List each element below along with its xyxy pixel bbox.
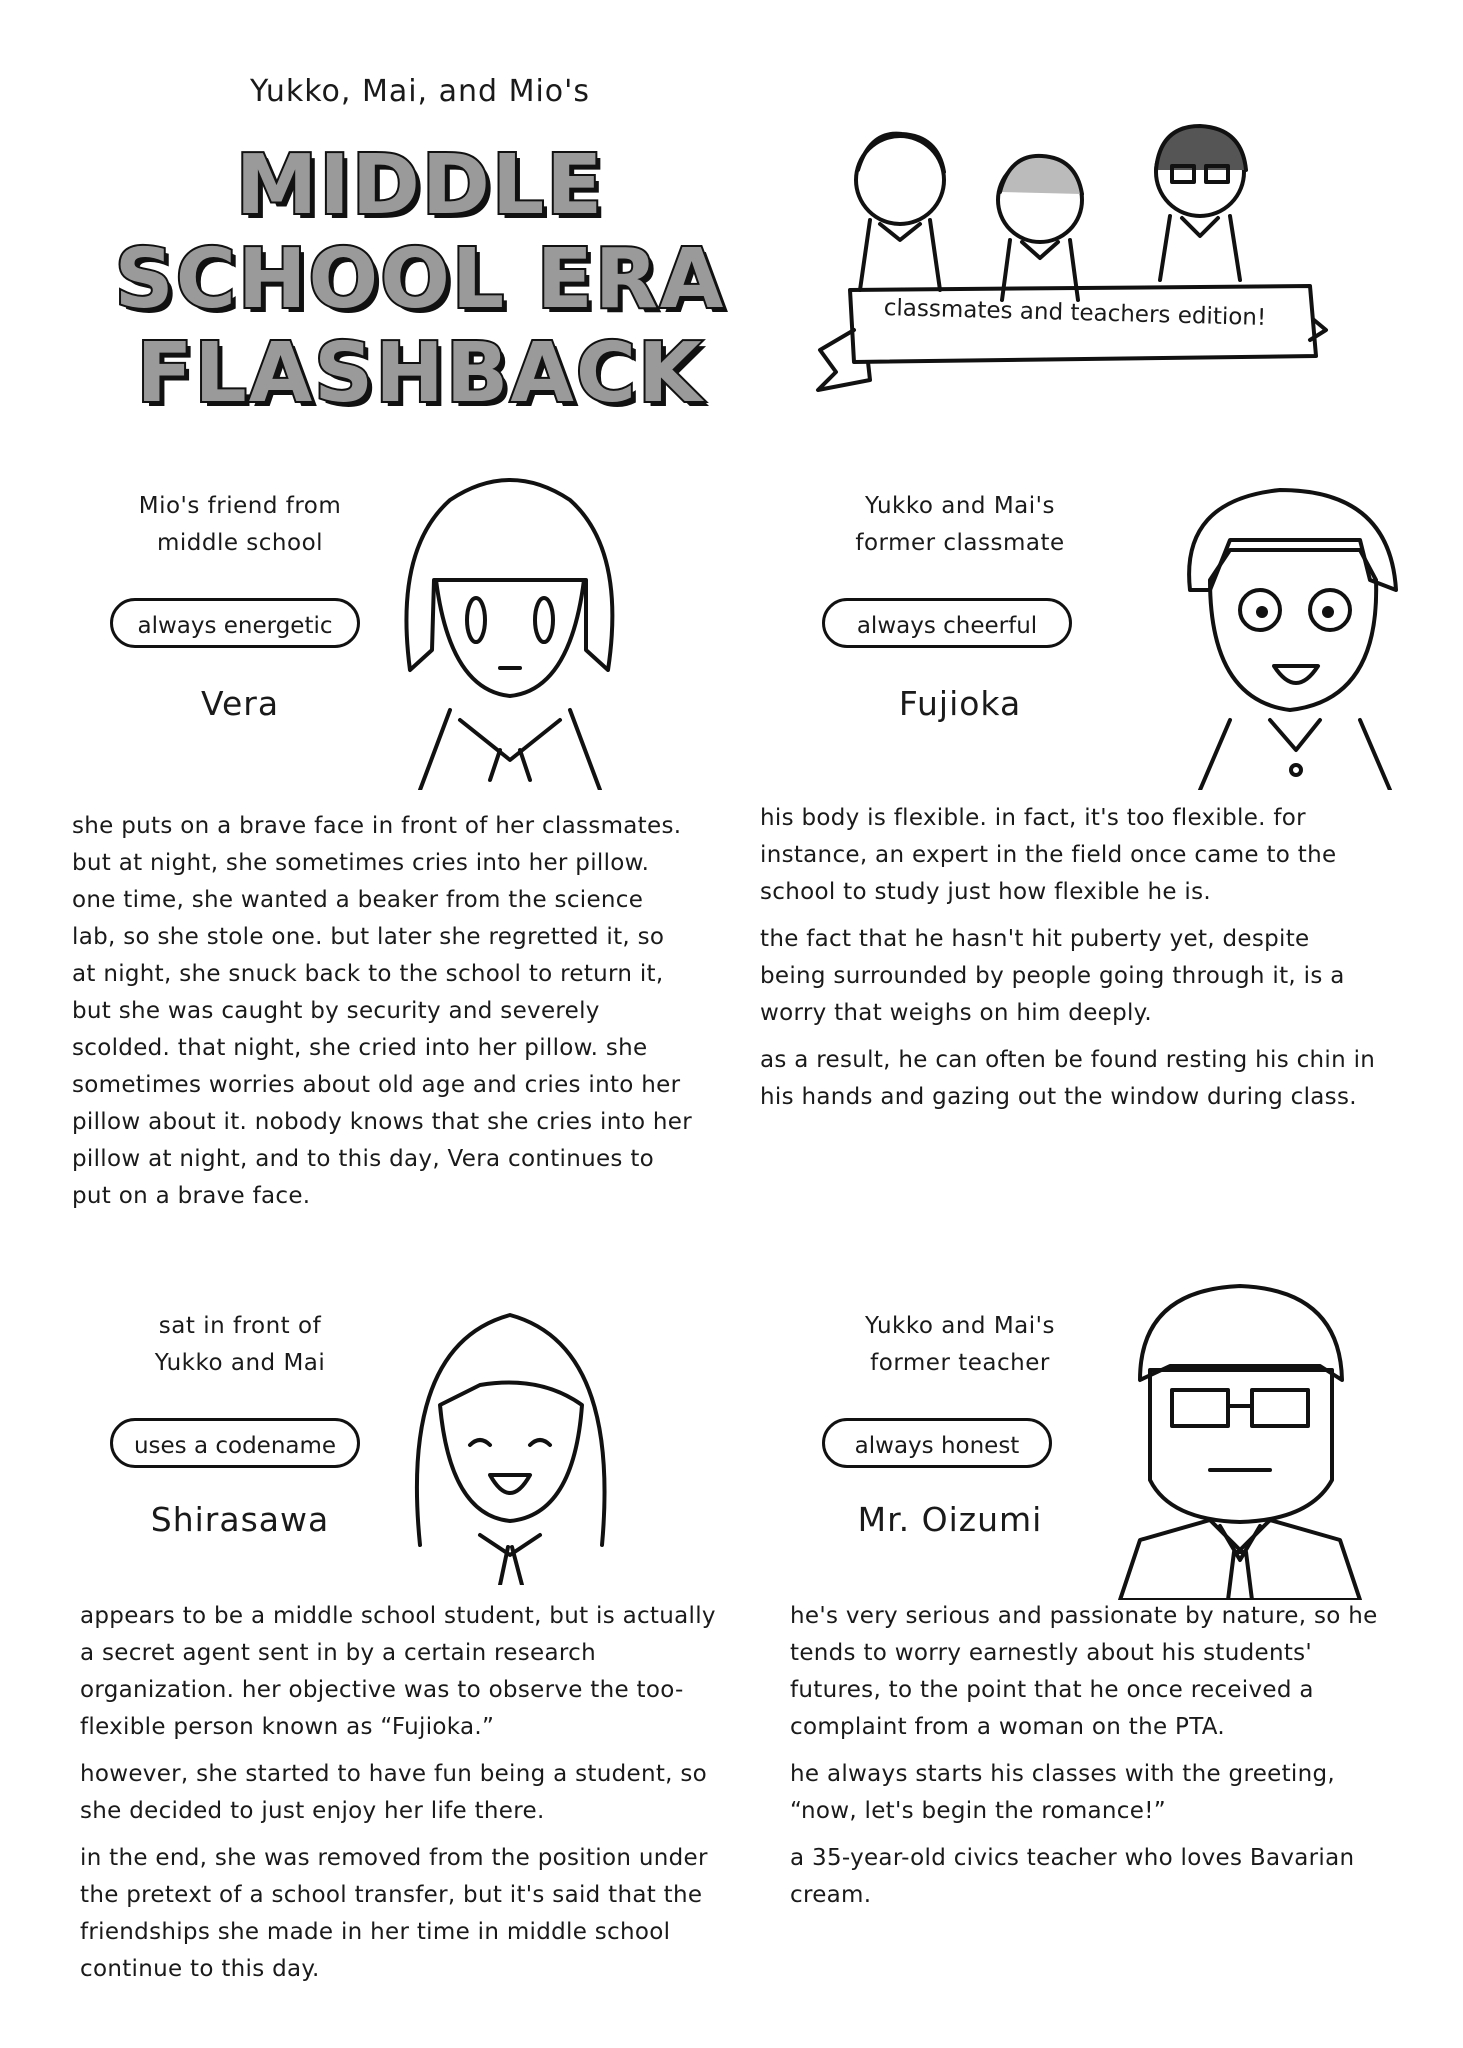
shirasawa-name: Shirasawa bbox=[150, 1500, 330, 1539]
oizumi-label: Yukko and Mai's former teacher bbox=[865, 1313, 1055, 1376]
oizumi-name: Mr. Oizumi bbox=[857, 1500, 1043, 1539]
shirasawa-label: sat in front of Yukko and Mai bbox=[154, 1313, 326, 1376]
vera-description: she puts on a brave face in front of her classmates. but at night, she sometimes cries into her pillow. one time, she wanted a beaker from the science lab, so she stole one. but later she regretted it, so at night, she snuck back to the school to return it, but she was caught by security and severely scolded. that night, she cried into her pillow. she sometimes worries about old age and cries into her pillow about it. nobody knows that she cries into her pillow at night, and to this day, Vera continues to put on a brave face. bbox=[72, 813, 693, 1209]
shirasawa-portrait bbox=[390, 1285, 630, 1585]
header-subtitle: Yukko, Mai, and Mio's bbox=[249, 74, 591, 109]
vera-tag: always energetic bbox=[110, 598, 360, 648]
fujioka-label: Yukko and Mai's former classmate bbox=[855, 493, 1065, 556]
oizumi-portrait bbox=[1110, 1270, 1370, 1600]
mai-chibi bbox=[998, 156, 1082, 300]
oizumi-description: he's very serious and passionate by nature, so he tends to worry earnestly about his students' futures, to the point that he once received a complaint from a woman on the PTA. he always starts his classes with the greeting, “now, let's begin the romance!” a 35-year-old civics teacher who loves Bavarian cream. bbox=[790, 1603, 1378, 1908]
mio-chibi bbox=[1156, 126, 1246, 280]
fujioka-tag: always cheerful bbox=[822, 598, 1072, 648]
title-line-2: SCHOOL ERA bbox=[114, 232, 726, 327]
fujioka-portrait bbox=[1170, 470, 1420, 790]
title-line-1: MIDDLE bbox=[235, 138, 605, 233]
yukko-chibi bbox=[856, 134, 944, 290]
trio-banner-illustration bbox=[810, 100, 1330, 400]
vera-label: Mio's friend from middle school bbox=[138, 493, 342, 556]
title-line-3: FLASHBACK bbox=[136, 326, 704, 421]
shirasawa-tag: uses a codename bbox=[110, 1418, 360, 1468]
fujioka-description: his body is flexible. in fact, it's too flexible. for instance, an expert in the field once came to the school to study just how flexible he is. the fact that he hasn't hit puberty yet, despite being surrounded by people going through it, is a worry that weighs on him deeply. as a result, he can often be found resting his chin in his hands and gazing out the window during class. bbox=[760, 805, 1376, 1110]
fujioka-name: Fujioka bbox=[898, 684, 1022, 723]
vera-name: Vera bbox=[200, 684, 280, 723]
oizumi-tag: always honest bbox=[822, 1418, 1052, 1468]
banner-caption: classmates and teachers edition! bbox=[883, 294, 1267, 332]
shirasawa-description: appears to be a middle school student, but is actually a secret agent sent in by a certain research organization. her objective was to observe the too-flexible person known as “Fujioka.” however, she started to have fun being a student, so she decided to just enjoy her life there. in the end, she was removed from the position under the pretext of a school transfer, but it's said that the friendships she made in her time in middle school continue to this day. bbox=[80, 1603, 716, 1982]
vera-portrait bbox=[390, 470, 630, 790]
